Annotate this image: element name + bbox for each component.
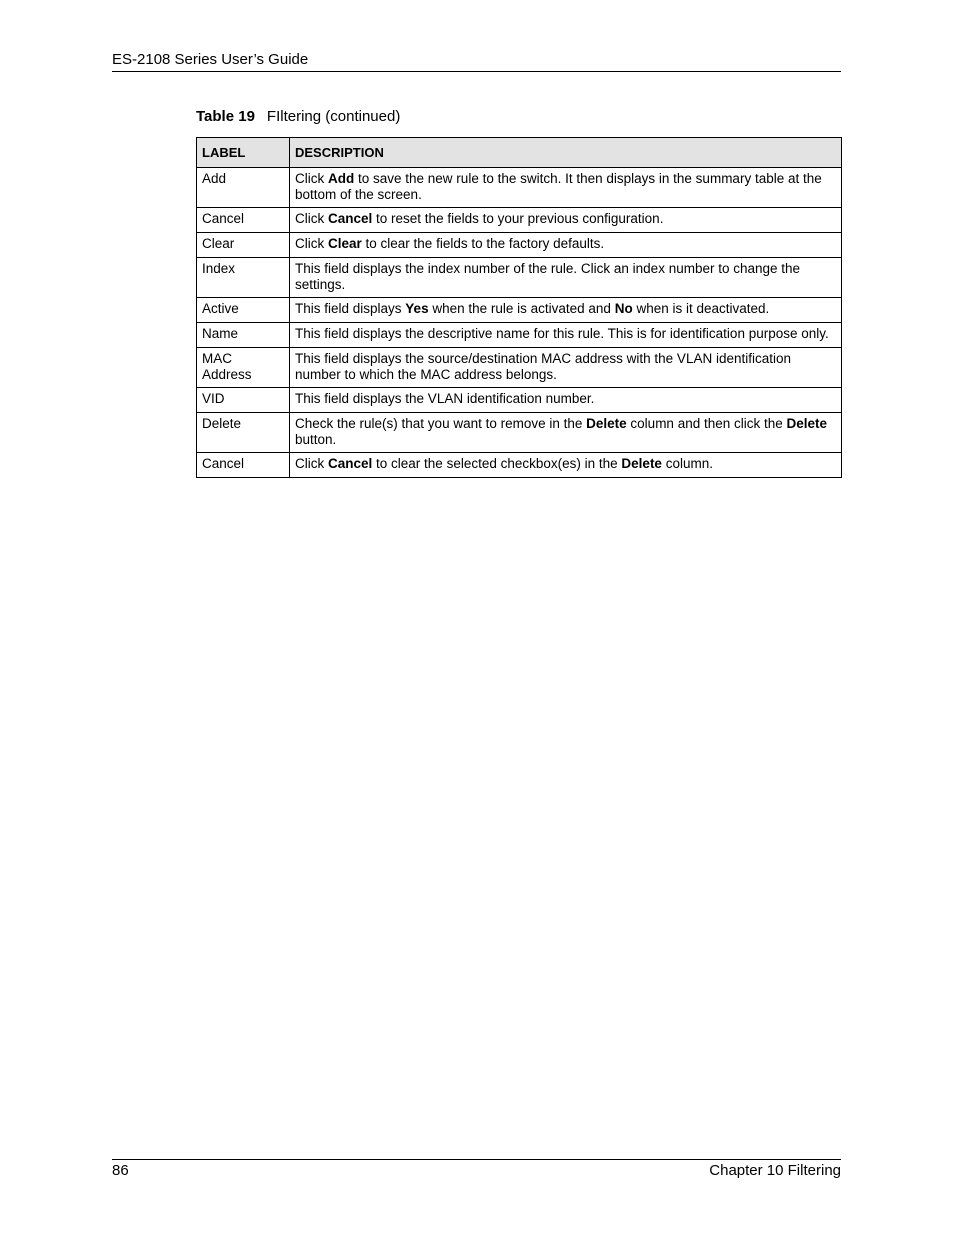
description-keyword: Delete <box>786 416 828 431</box>
description-keyword: Cancel <box>328 456 373 471</box>
row-description <box>290 453 842 478</box>
table-row <box>197 208 842 233</box>
row-label: VID <box>197 388 290 413</box>
page-number: 86 <box>112 1162 129 1179</box>
table-row <box>197 258 842 298</box>
row-label: MAC Address <box>197 348 290 388</box>
description-text: column and then click the <box>626 416 787 431</box>
description-text: when is it deactivated. <box>632 301 770 316</box>
row-label: Cancel <box>197 208 290 233</box>
table-title: FIltering (continued) <box>266 108 401 125</box>
column-header-label: LABEL <box>197 138 290 168</box>
description-text: This field displays the index number of the rule. Click an index number to change the settings. <box>295 261 801 292</box>
description-text: column. <box>661 456 713 471</box>
description-keyword: No <box>614 301 633 316</box>
row-description <box>290 233 842 258</box>
column-header-description: DESCRIPTION <box>290 138 842 168</box>
table-row <box>197 168 842 208</box>
table-body <box>197 168 842 478</box>
description-keyword: Clear <box>328 236 362 251</box>
description-keyword: Delete <box>586 416 627 431</box>
description-text: This field displays <box>295 301 406 316</box>
table-number: Table 19 <box>196 108 255 125</box>
row-description <box>290 298 842 323</box>
description-text: Click <box>295 211 328 226</box>
filtering-table <box>196 137 842 478</box>
row-description <box>290 168 842 208</box>
description-text: Click <box>295 456 328 471</box>
table-row <box>197 413 842 453</box>
row-label: Add <box>197 168 290 208</box>
description-text: This field displays the VLAN identification number. <box>295 391 595 406</box>
table-row <box>197 298 842 323</box>
row-description <box>290 208 842 233</box>
description-text: Check the rule(s) that you want to remove in the <box>295 416 587 431</box>
description-keyword: Cancel <box>328 211 373 226</box>
row-label: Clear <box>197 233 290 258</box>
table-row <box>197 233 842 258</box>
row-label: Index <box>197 258 290 298</box>
row-description <box>290 413 842 453</box>
description-text: when the rule is activated and <box>428 301 615 316</box>
row-label: Cancel <box>197 453 290 478</box>
description-keyword: Add <box>328 171 355 186</box>
row-description <box>290 388 842 413</box>
page-footer <box>112 1159 841 1180</box>
table-row <box>197 348 842 388</box>
row-description <box>290 323 842 348</box>
description-text: Click <box>295 236 328 251</box>
description-text: to reset the fields to your previous configuration. <box>372 211 664 226</box>
description-text: Click <box>295 171 328 186</box>
row-description <box>290 348 842 388</box>
description-text: to save the new rule to the switch. It then displays in the summary table at the bottom of the screen. <box>295 171 822 202</box>
description-keyword: Yes <box>405 301 429 316</box>
table-row <box>197 453 842 478</box>
description-text: This field displays the descriptive name for this rule. This is for identification purpose only. <box>295 326 829 341</box>
description-text: This field displays the source/destination MAC address with the VLAN identification number to which the MAC address belongs. <box>295 351 791 382</box>
row-description <box>290 258 842 298</box>
description-text: to clear the fields to the factory defaults. <box>361 236 605 251</box>
guide-title: ES-2108 Series User’s Guide <box>112 51 309 68</box>
table-row <box>197 323 842 348</box>
table-caption <box>196 108 400 126</box>
row-label: Active <box>197 298 290 323</box>
row-label: Name <box>197 323 290 348</box>
table-header-row <box>197 138 842 168</box>
page-header <box>112 51 841 72</box>
row-label: Delete <box>197 413 290 453</box>
description-keyword: Delete <box>621 456 662 471</box>
description-text: button. <box>295 432 337 447</box>
description-text: to clear the selected checkbox(es) in the <box>372 456 622 471</box>
chapter-title: Chapter 10 Filtering <box>709 1162 841 1179</box>
table-row <box>197 388 842 413</box>
